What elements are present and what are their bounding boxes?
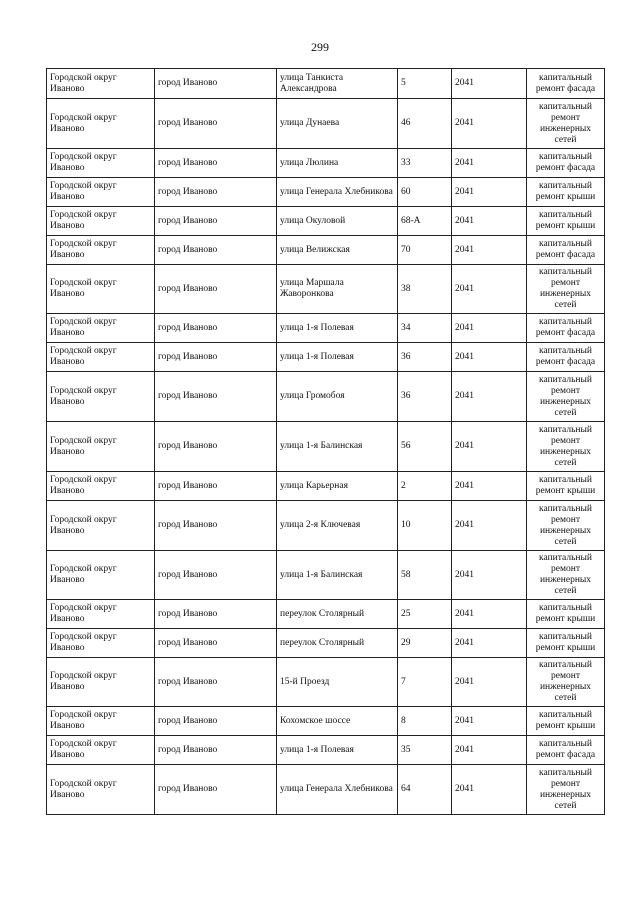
city-cell: город Иваново	[155, 99, 277, 149]
work-type-cell: капитальный ремонт фасада	[527, 149, 605, 178]
district-cell: Городской округ Иваново	[47, 314, 155, 343]
work-type-cell: капитальный ремонт крыши	[527, 629, 605, 658]
table-row	[47, 69, 605, 99]
year-cell: 2041	[452, 600, 527, 629]
work-type-cell: капитальный ремонт фасада	[527, 314, 605, 343]
district-cell: Городской округ Иваново	[47, 265, 155, 314]
work-type-cell: капитальный ремонт крыши	[527, 207, 605, 236]
street-cell: 15-й Проезд	[277, 658, 398, 707]
year-cell: 2041	[452, 372, 527, 422]
district-cell: Городской округ Иваново	[47, 658, 155, 707]
street-cell: улица Генерала Хлебникова	[277, 178, 398, 207]
table-row	[47, 736, 605, 765]
city-cell: город Иваново	[155, 707, 277, 736]
district-cell: Городской округ Иваново	[47, 99, 155, 149]
work-type-cell: капитальный ремонт фасада	[527, 69, 605, 99]
city-cell: город Иваново	[155, 149, 277, 178]
district-cell: Городской округ Иваново	[47, 707, 155, 736]
street-cell: улица 1-я Полевая	[277, 343, 398, 372]
year-cell: 2041	[452, 178, 527, 207]
year-cell: 2041	[452, 236, 527, 265]
work-type-cell: капитальный ремонт инженерных сетей	[527, 658, 605, 707]
city-cell: город Иваново	[155, 265, 277, 314]
house-number-cell: 68-А	[398, 207, 452, 236]
district-cell: Городской округ Иваново	[47, 69, 155, 99]
house-number-cell: 8	[398, 707, 452, 736]
table-row	[47, 765, 605, 815]
house-number-cell: 35	[398, 736, 452, 765]
house-number-cell: 25	[398, 600, 452, 629]
year-cell: 2041	[452, 629, 527, 658]
city-cell: город Иваново	[155, 472, 277, 501]
city-cell: город Иваново	[155, 178, 277, 207]
year-cell: 2041	[452, 343, 527, 372]
house-number-cell: 7	[398, 658, 452, 707]
district-cell: Городской округ Иваново	[47, 372, 155, 422]
district-cell: Городской округ Иваново	[47, 736, 155, 765]
table-row	[47, 629, 605, 658]
year-cell: 2041	[452, 501, 527, 551]
work-type-cell: капитальный ремонт крыши	[527, 600, 605, 629]
year-cell: 2041	[452, 69, 527, 99]
district-cell: Городской округ Иваново	[47, 343, 155, 372]
table-row	[47, 707, 605, 736]
table-row	[47, 551, 605, 600]
house-number-cell: 38	[398, 265, 452, 314]
district-cell: Городской округ Иваново	[47, 422, 155, 472]
work-type-cell: капитальный ремонт инженерных сетей	[527, 501, 605, 551]
street-cell: улица Громобоя	[277, 372, 398, 422]
house-number-cell: 36	[398, 372, 452, 422]
house-number-cell: 36	[398, 343, 452, 372]
district-cell: Городской округ Иваново	[47, 501, 155, 551]
street-cell: улица Дунаева	[277, 99, 398, 149]
table-row	[47, 501, 605, 551]
house-number-cell: 46	[398, 99, 452, 149]
street-cell: улица Маршала Жаворонкова	[277, 265, 398, 314]
work-type-cell: капитальный ремонт крыши	[527, 472, 605, 501]
table-row	[47, 600, 605, 629]
city-cell: город Иваново	[155, 658, 277, 707]
city-cell: город Иваново	[155, 736, 277, 765]
year-cell: 2041	[452, 207, 527, 236]
street-cell: улица Карьерная	[277, 472, 398, 501]
street-cell: Кохомское шоссе	[277, 707, 398, 736]
work-type-cell: капитальный ремонт инженерных сетей	[527, 265, 605, 314]
year-cell: 2041	[452, 551, 527, 600]
house-number-cell: 5	[398, 69, 452, 99]
year-cell: 2041	[452, 736, 527, 765]
table-row	[47, 207, 605, 236]
city-cell: город Иваново	[155, 765, 277, 815]
city-cell: город Иваново	[155, 600, 277, 629]
work-type-cell: капитальный ремонт инженерных сетей	[527, 765, 605, 815]
year-cell: 2041	[452, 472, 527, 501]
city-cell: город Иваново	[155, 422, 277, 472]
city-cell: город Иваново	[155, 372, 277, 422]
city-cell: город Иваново	[155, 551, 277, 600]
work-type-cell: капитальный ремонт крыши	[527, 178, 605, 207]
district-cell: Городской округ Иваново	[47, 600, 155, 629]
street-cell: улица 1-я Полевая	[277, 314, 398, 343]
year-cell: 2041	[452, 765, 527, 815]
table-row	[47, 178, 605, 207]
city-cell: город Иваново	[155, 501, 277, 551]
table-body	[47, 69, 605, 815]
work-type-cell: капитальный ремонт крыши	[527, 707, 605, 736]
table-row	[47, 99, 605, 149]
district-cell: Городской округ Иваново	[47, 149, 155, 178]
work-type-cell: капитальный ремонт фасада	[527, 236, 605, 265]
street-cell: улица 1-я Балинская	[277, 551, 398, 600]
district-cell: Городской округ Иваново	[47, 236, 155, 265]
year-cell: 2041	[452, 99, 527, 149]
house-number-cell: 64	[398, 765, 452, 815]
house-number-cell: 10	[398, 501, 452, 551]
work-type-cell: капитальный ремонт инженерных сетей	[527, 422, 605, 472]
city-cell: город Иваново	[155, 207, 277, 236]
street-cell: улица Велижская	[277, 236, 398, 265]
work-type-cell: капитальный ремонт инженерных сетей	[527, 372, 605, 422]
house-number-cell: 60	[398, 178, 452, 207]
work-type-cell: капитальный ремонт фасада	[527, 343, 605, 372]
year-cell: 2041	[452, 149, 527, 178]
year-cell: 2041	[452, 658, 527, 707]
district-cell: Городской округ Иваново	[47, 551, 155, 600]
table-row	[47, 236, 605, 265]
table-row	[47, 372, 605, 422]
table-row	[47, 343, 605, 372]
house-number-cell: 29	[398, 629, 452, 658]
house-number-cell: 70	[398, 236, 452, 265]
city-cell: город Иваново	[155, 236, 277, 265]
street-cell: улица 1-я Полевая	[277, 736, 398, 765]
house-number-cell: 33	[398, 149, 452, 178]
city-cell: город Иваново	[155, 69, 277, 99]
table-row	[47, 472, 605, 501]
table-row	[47, 265, 605, 314]
house-number-cell: 34	[398, 314, 452, 343]
street-cell: улица 2-я Ключевая	[277, 501, 398, 551]
district-cell: Городской округ Иваново	[47, 178, 155, 207]
year-cell: 2041	[452, 707, 527, 736]
house-number-cell: 2	[398, 472, 452, 501]
street-cell: улица Окуловой	[277, 207, 398, 236]
street-cell: улица Танкиста Александрова	[277, 69, 398, 99]
table-row	[47, 314, 605, 343]
table-row	[47, 149, 605, 178]
table-row	[47, 658, 605, 707]
district-cell: Городской округ Иваново	[47, 207, 155, 236]
year-cell: 2041	[452, 265, 527, 314]
repair-schedule-table	[46, 68, 605, 815]
district-cell: Городской округ Иваново	[47, 765, 155, 815]
work-type-cell: капитальный ремонт инженерных сетей	[527, 551, 605, 600]
street-cell: улица Генерала Хлебникова	[277, 765, 398, 815]
table-row	[47, 422, 605, 472]
street-cell: переулок Столярный	[277, 629, 398, 658]
district-cell: Городской округ Иваново	[47, 472, 155, 501]
year-cell: 2041	[452, 422, 527, 472]
work-type-cell: капитальный ремонт инженерных сетей	[527, 99, 605, 149]
city-cell: город Иваново	[155, 314, 277, 343]
street-cell: улица 1-я Балинская	[277, 422, 398, 472]
street-cell: улица Люлина	[277, 149, 398, 178]
street-cell: переулок Столярный	[277, 600, 398, 629]
city-cell: город Иваново	[155, 343, 277, 372]
page-number: 299	[311, 40, 329, 54]
city-cell: город Иваново	[155, 629, 277, 658]
district-cell: Городской округ Иваново	[47, 629, 155, 658]
year-cell: 2041	[452, 314, 527, 343]
house-number-cell: 58	[398, 551, 452, 600]
house-number-cell: 56	[398, 422, 452, 472]
work-type-cell: капитальный ремонт фасада	[527, 736, 605, 765]
